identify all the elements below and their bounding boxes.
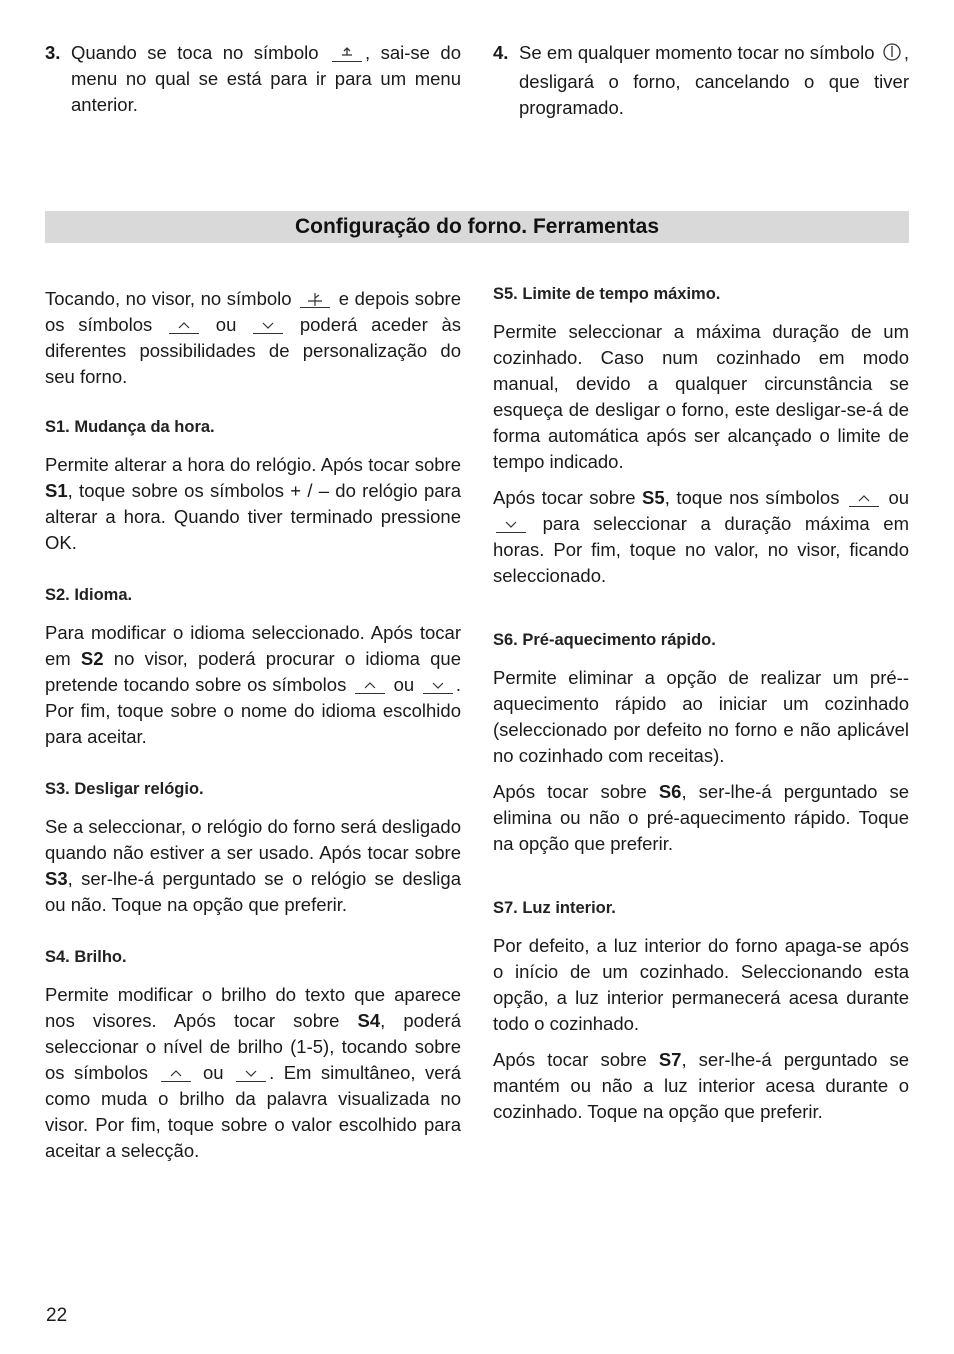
s5-heading: S5. Limite de tempo máximo. <box>493 285 721 303</box>
s1-paragraph <box>45 452 461 556</box>
chevron-down-icon <box>423 675 453 694</box>
item-4 <box>493 40 909 121</box>
s3-key: S3 <box>45 868 68 889</box>
s5-paragraph-2 <box>493 485 909 589</box>
s5-paragraph-1: Permite seleccionar a máxima duração de um cozinhado. Caso num cozinhado em modo manual, devido a qualquer circunstância se esqueça de desligar o forno, este desligar-se-á de forma automática após ser alcançado o limite de tempo indicado. <box>493 321 909 472</box>
item-3 <box>45 40 461 118</box>
s2-text-b: no visor, poderá procurar o idioma que pretende tocando sobre os símbolos <box>45 648 461 695</box>
s7-key: S7 <box>658 1049 682 1070</box>
s6-text-a: Após tocar sobre <box>493 781 659 802</box>
s4-text-d: . Em simultâneo, verá como muda o brilho da palavra visualizada no visor. Por fim, toque sobre o valor escolhido para aceitar a selecção. <box>45 1062 461 1161</box>
s5-text-c: ou <box>888 487 910 508</box>
intro-text-a: Tocando, no visor, no símbolo <box>45 288 292 309</box>
s2-key: S2 <box>80 648 104 669</box>
s5-text-d: para seleccionar a duração máxima em horas. Por fim, toque no valor, no visor, ficando seleccionado. <box>493 513 910 586</box>
item-4-number: 4. <box>493 42 509 63</box>
s5-text-a: Após tocar sobre <box>493 487 643 508</box>
s1-text-a: Permite alterar a hora do relógio. Após tocar sobre <box>45 454 461 475</box>
s4-text-b: , poderá seleccionar o nível de brilho (1-5), tocando sobre os símbolos <box>45 1010 461 1083</box>
intro-text-d: poderá aceder às diferentes possibilidades de personalização do seu forno. <box>45 314 462 387</box>
s3-paragraph <box>45 814 461 918</box>
s1-key: S1 <box>45 480 68 501</box>
chevron-down-icon <box>236 1063 266 1082</box>
s2-text-d: . Por fim, toque sobre o nome do idioma escolhido para aceitar. <box>45 674 462 747</box>
s2-text-c: ou <box>393 674 415 695</box>
item-4-text-b: , desligará o forno, cancelando o que tiver programado. <box>519 42 909 118</box>
s6-key: S6 <box>658 781 682 802</box>
s7-paragraph-1: Por defeito, a luz interior do forno apaga-se após o início de um cozinhado. Seleccionando esta opção, a luz interior permanecerá acesa durante todo o cozinhado. <box>493 935 909 1034</box>
intro-paragraph <box>45 286 461 390</box>
s3-text-b: , ser-lhe-á perguntado se o relógio se desliga ou não. Toque na opção que preferir. <box>45 868 461 915</box>
section-title: Configuração do forno. Ferramentas <box>294 215 660 238</box>
left-column <box>45 286 461 1164</box>
s6-heading: S6. Pré-aquecimento rápido. <box>493 631 716 649</box>
s4-key: S4 <box>357 1010 381 1031</box>
s6-paragraph-2 <box>493 779 909 857</box>
item-3-text-b: , sai-se do menu no qual se está para ir para um menu anterior. <box>71 42 461 115</box>
s1-heading: S1. Mudança da hora. <box>45 418 215 436</box>
chevron-down-icon <box>496 514 526 533</box>
back-arrow-icon <box>332 43 362 62</box>
chevron-up-icon <box>355 675 385 694</box>
chevron-up-icon <box>849 488 879 507</box>
s7-paragraph-2 <box>493 1047 909 1125</box>
s4-text-a: Permite modificar o brilho do texto que aparece nos visores. Após tocar sobre <box>45 984 461 1031</box>
page-number: 22 <box>46 1305 68 1326</box>
s5-text-b: , toque nos símbolos <box>664 487 840 508</box>
section-band <box>45 211 909 243</box>
chevron-down-icon <box>253 315 283 334</box>
s4-paragraph <box>45 982 461 1164</box>
right-column <box>493 283 909 1125</box>
s6-paragraph-1: Permite eliminar a opção de realizar um pré--aquecimento rápido ao iniciar um cozinhado (seleccionado por defeito no forno e não aplicável no cozinhado com receitas). <box>493 667 909 766</box>
s2-heading: S2. Idioma. <box>45 586 133 604</box>
intro-text-c: ou <box>215 314 237 335</box>
item-3-text-a: Quando se toca no símbolo <box>71 42 319 63</box>
s3-text-a: Se a seleccionar, o relógio do forno será desligado quando não estiver a ser usado. Após tocar sobre <box>45 816 461 863</box>
s4-text-c: ou <box>203 1062 224 1083</box>
chevron-up-icon <box>161 1063 191 1082</box>
s2-text-a: Para modificar o idioma seleccionado. Após tocar em <box>45 622 461 669</box>
s1-text-b: , toque sobre os símbolos + / – do relógio para alterar a hora. Quando tiver terminado pressione OK. <box>45 480 461 553</box>
item-4-text-a: Se em qualquer momento tocar no símbolo <box>519 42 875 63</box>
item-3-number: 3. <box>45 42 61 63</box>
s5-key: S5 <box>642 487 665 508</box>
s6-text-b: , ser-lhe-á perguntado se elimina ou não o pré-aquecimento rápido. Toque na opção que preferir. <box>493 781 909 854</box>
s7-text-a: Após tocar sobre <box>493 1049 659 1070</box>
power-icon <box>882 42 902 69</box>
s3-heading: S3. Desligar relógio. <box>45 780 204 798</box>
intro-text-b: e depois sobre os símbolos <box>45 288 461 335</box>
chevron-up-icon <box>169 315 199 334</box>
s7-text-b: , ser-lhe-á perguntado se mantém ou não a luz interior acesa durante o cozinhado. Toque na opção que preferir. <box>493 1049 909 1122</box>
s2-paragraph <box>45 620 461 750</box>
s4-heading: S4. Brilho. <box>45 948 127 966</box>
tools-icon <box>300 289 330 308</box>
s7-heading: S7. Luz interior. <box>493 899 616 917</box>
